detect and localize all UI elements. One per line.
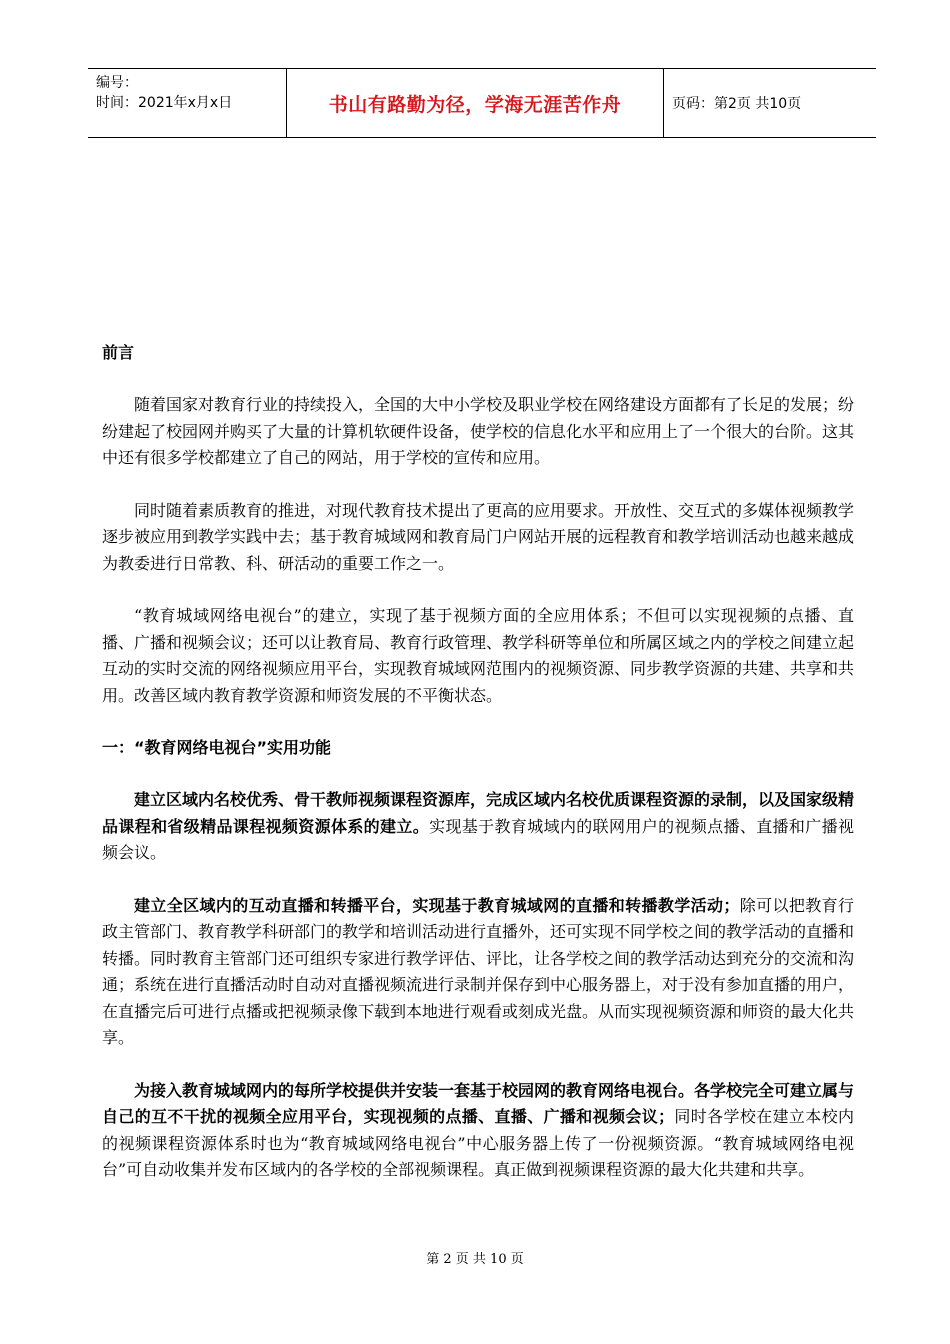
time-label: 时间：2021年x月x日 [96, 95, 233, 111]
paragraph-3: “教育城域网络电视台”的建立，实现了基于视频方面的全应用体系；不但可以实现视频的点播、直播、广播和视频会议；还可以让教育局、教育行政管理、教学科研等单位和所属区域之内的学校之间建立起互动的实时交流的网络视频应用平台，实现教育城域网范围内的视频资源、同步教学资源的共建、共享和共用。改善区域内教育教学资源和师资发展的不平衡状态。 [102, 606, 855, 705]
paragraph-4 [102, 787, 854, 867]
document-body [102, 340, 854, 1184]
paragraph-1: 随着国家对教育行业的持续投入，全国的大中小学校及职业学校在网络建设方面都有了长足的发展；纷纷建起了校园网并购买了大量的计算机软硬件设备，使学校的信息化水平和应用上了一个很大的台阶。这其中还有很多学校都建立了自己的网站，用于学校的宣传和应用。 [102, 395, 855, 467]
paragraph-5-bold: 建立全区域内的互动直播和转播平台，实现基于教育城域网的直播和转播教学活动； [134, 895, 740, 915]
section-heading-1: 一：“教育网络电视台”实用功能 [102, 738, 332, 757]
header-left-cell [88, 69, 286, 137]
number-label: 编号： [96, 75, 138, 91]
page-number-label: 页码：第2页 共10页 [672, 96, 802, 112]
page-header-table [88, 68, 876, 138]
paragraph-6-bold: 为接入教育城域网内的每所学校提供并安装一套基于校园网的教育网络电视台。各学校完全可建立属与自己的互不干扰的视频全应用平台，实现视频的点播、直播、广播和视频会议； [102, 1080, 855, 1126]
paragraph-2: 同时随着素质教育的推进，对现代教育技术提出了更高的应用要求。开放性、交互式的多媒体视频教学逐步被应用到教学实践中去；基于教育城域网和教育局门户网站开展的远程教育和教学培训活动也越来越成为教委进行日常教、科、研活动的重要工作之一。 [102, 500, 855, 573]
header-right-cell [664, 69, 876, 137]
paragraph-5-text: 除可以把教育行政主管部门、教育教学科研部门的教学和培训活动进行直播外，还可实现不同学校之间的教学活动的直播和转播。同时教育主管部门还可组织专家进行教学评估、评比，让各学校之间的教学活动达到充分的交流和沟通；系统在进行直播活动时自动对直播视频流进行录制并保存到中心服务器上，对于没有参加直播的用户，在直播完后可进行点播或把视频录像下载到本地进行观看或刻成光盘。从而实现视频资源和师资的最大化共享。 [102, 895, 855, 1047]
page-title: 前言 [102, 343, 135, 362]
paragraph-6-text: 同时各学校在建立本校内的视频课程资源体系时也为“教育城域网络电视台”中心服务器上传了一份视频资源。“教育城域网络电视台”可自动收集并发布区域内的各学校的全部视频课程。真正做到视频课程资源的最大化共建和共享。 [102, 1107, 854, 1179]
page-footer: 第 2 页 共 10 页 [426, 1252, 524, 1267]
paragraph-4-bold: 建立区域内名校优秀、骨干教师视频课程资源库，完成区域内名校优质课程资源的录制，以及国家级精品课程和省级精品课程视频资源体系的建立。 [102, 790, 855, 836]
motto-text: 书山有路勤为径，学海无涯苦作舟 [328, 93, 622, 116]
paragraph-4-text: 实现基于教育城域内的联网用户的视频点播、直播和广播视频会议。 [102, 816, 854, 862]
paragraph-5 [102, 893, 854, 1052]
header-motto-cell [286, 69, 664, 137]
paragraph-6 [102, 1078, 854, 1184]
